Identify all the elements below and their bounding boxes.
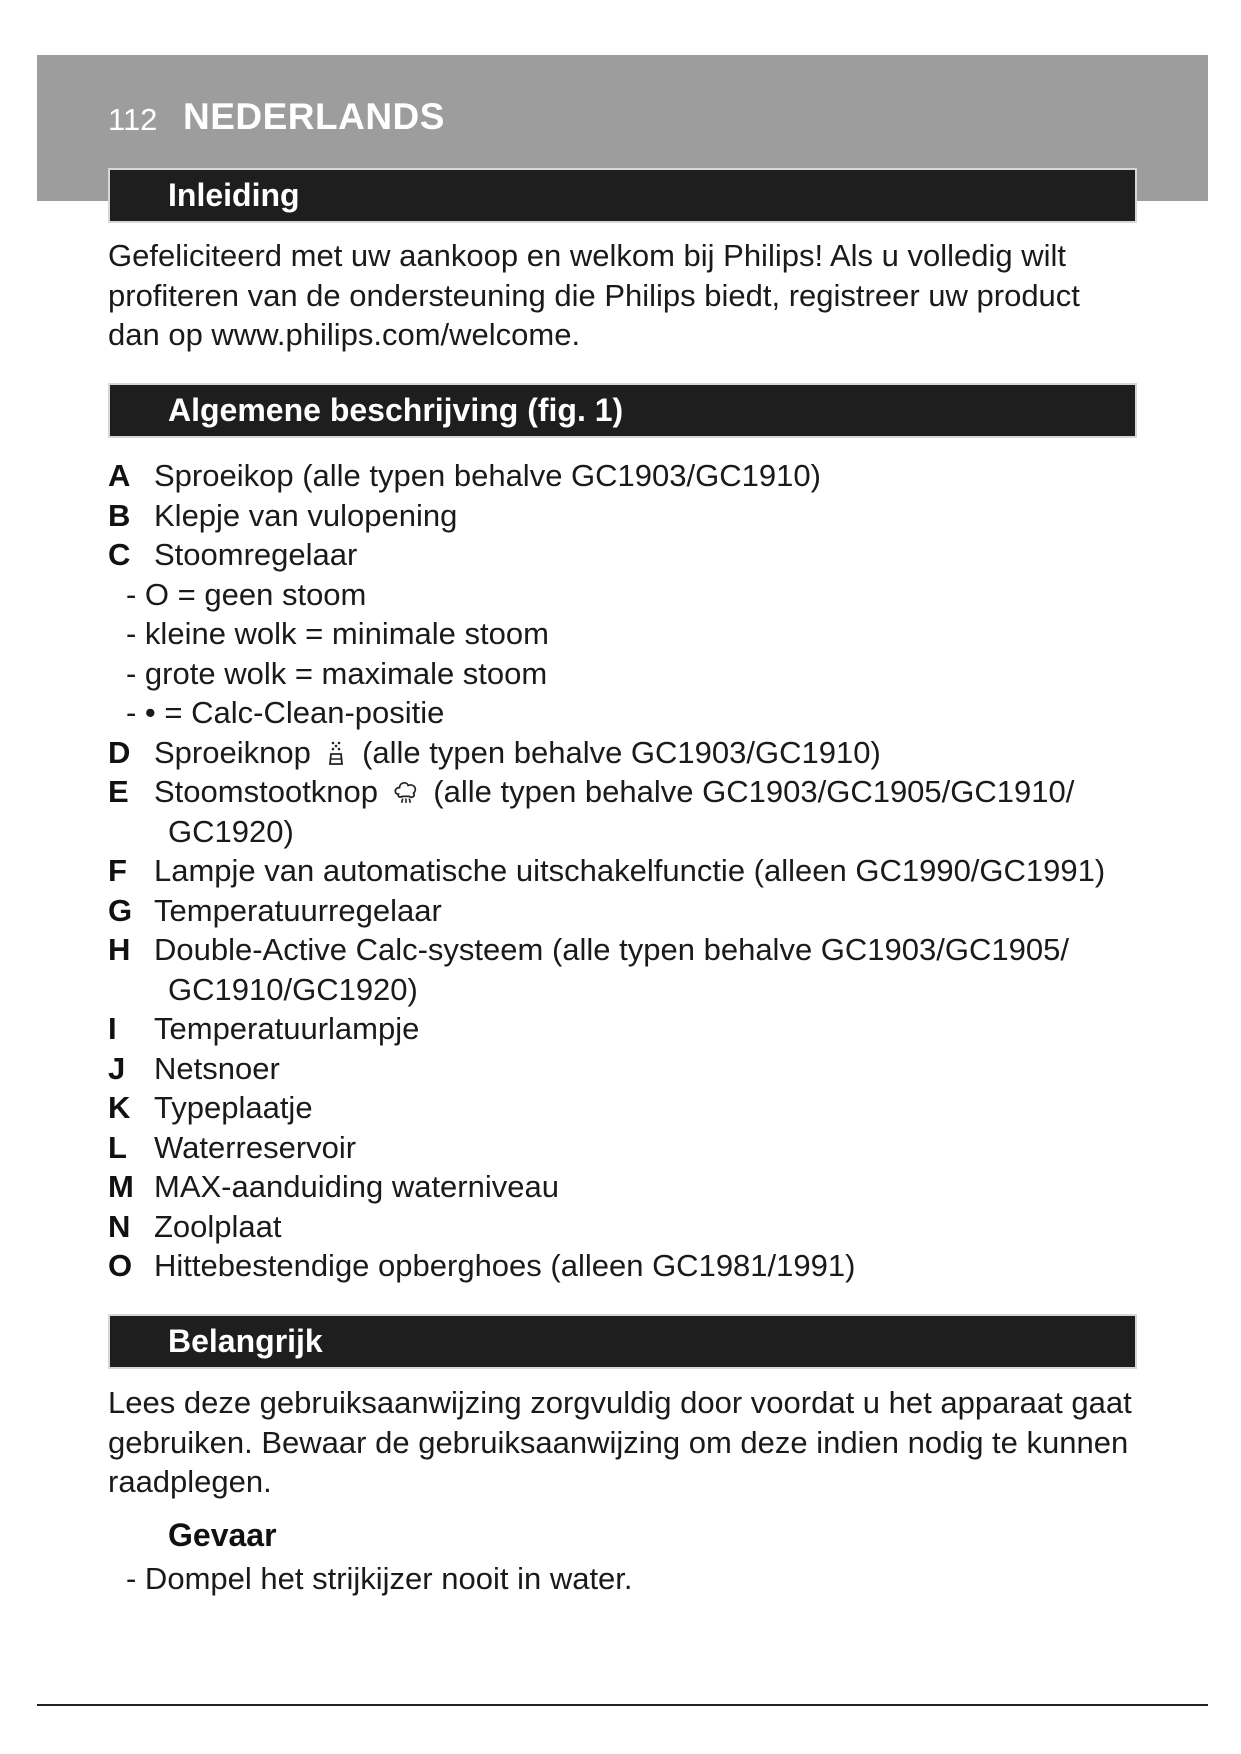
- section-title-description: Algemene beschrijving (fig. 1): [110, 385, 1135, 436]
- sub-item: - O = geen stoom: [126, 576, 367, 612]
- item-text: Netsnoer: [154, 1050, 280, 1086]
- intro-line: dan op www.philips.com/welcome.: [108, 317, 581, 352]
- list-item: [108, 1049, 1148, 1089]
- important-line: gebruiken. Bewaar de gebruiksaanwijzing om deze indien nodig te kunnen: [108, 1424, 1129, 1460]
- sub-item: - kleine wolk = minimale stoom: [126, 616, 549, 651]
- important-paragraph: [108, 1383, 1148, 1502]
- item-letter: H: [108, 932, 131, 967]
- item-text: Waterreservoir: [154, 1129, 357, 1165]
- item-letter: B: [108, 497, 131, 533]
- list-item: [108, 1246, 1148, 1286]
- item-text: Typeplaatje: [154, 1090, 313, 1125]
- steam-shot-icon: [393, 779, 419, 805]
- item-text: Hittebestendige opberghoes (alleen GC1981/1991): [154, 1248, 856, 1283]
- list-item: [108, 1009, 1148, 1049]
- item-text: Stoomstootknop: [154, 774, 379, 809]
- page-number: 112: [108, 102, 158, 137]
- item-text: Temperatuurregelaar: [154, 892, 442, 928]
- item-text: Stoomregelaar: [154, 537, 358, 572]
- list-item: [108, 496, 1148, 536]
- list-item: [108, 1128, 1148, 1168]
- section-title-important: Belangrijk: [110, 1316, 1135, 1367]
- danger-heading: Gevaar: [168, 1517, 277, 1553]
- list-item: [108, 733, 1148, 773]
- item-text: Temperatuurlampje: [154, 1011, 420, 1046]
- list-item: [108, 930, 1148, 970]
- item-continuation: GC1910/GC1920): [168, 971, 418, 1007]
- item-text: Lampje van automatische uitschakelfunctie (alleen GC1990/GC1991): [154, 853, 1106, 888]
- parts-list: [108, 456, 1148, 1286]
- item-letter: D: [108, 734, 131, 770]
- item-letter: L: [108, 1129, 127, 1165]
- item-letter: E: [108, 774, 129, 809]
- item-letter: A: [108, 458, 131, 493]
- footer-rule: [37, 1704, 1208, 1706]
- item-text: Klepje van vulopening: [154, 497, 458, 533]
- item-letter: J: [108, 1050, 126, 1086]
- list-item: [108, 456, 1148, 496]
- item-text: Sproeiknop: [154, 734, 311, 770]
- list-item: [108, 851, 1148, 891]
- sub-item: - • = Calc-Clean-positie: [126, 695, 445, 730]
- important-line: raadplegen.: [108, 1464, 272, 1499]
- important-line: Lees deze gebruiksaanwijzing zorgvuldig door voordat u het apparaat gaat: [108, 1385, 1132, 1420]
- item-letter: O: [108, 1248, 133, 1283]
- intro-paragraph: [108, 236, 1148, 355]
- intro-line: profiteren van de ondersteuning die Philips biedt, registreer uw product: [108, 277, 1080, 313]
- list-item: [108, 1167, 1148, 1207]
- item-text: Double-Active Calc-systeem (alle typen behalve GC1903/GC1905/: [154, 932, 1069, 967]
- item-text: MAX-aanduiding waterniveau: [154, 1169, 559, 1204]
- item-text-after: (alle typen behalve GC1903/GC1905/GC1910/: [433, 774, 1075, 809]
- item-text: Sproeikop (alle typen behalve GC1903/GC1910): [154, 458, 821, 493]
- list-item: [108, 535, 1148, 575]
- item-continuation: GC1920): [168, 813, 294, 849]
- list-item: [108, 1088, 1148, 1128]
- item-letter: C: [108, 537, 131, 572]
- item-text: Zoolplaat: [154, 1208, 282, 1244]
- list-item: [108, 1207, 1148, 1247]
- spray-icon: [325, 740, 347, 766]
- language-title: NEDERLANDS: [183, 96, 445, 137]
- item-letter: N: [108, 1208, 131, 1244]
- item-letter: I: [108, 1011, 117, 1046]
- item-letter: F: [108, 853, 127, 888]
- item-letter: G: [108, 892, 133, 928]
- danger-item: - Dompel het strijkijzer nooit in water.: [126, 1561, 633, 1596]
- item-letter: M: [108, 1169, 134, 1204]
- list-item: [108, 772, 1148, 812]
- sub-item: - grote wolk = maximale stoom: [126, 655, 548, 691]
- item-text-after: (alle typen behalve GC1903/GC1910): [362, 734, 881, 770]
- item-letter: K: [108, 1090, 131, 1125]
- section-title-intro: Inleiding: [110, 170, 1135, 221]
- list-item: [108, 891, 1148, 931]
- intro-line: Gefeliciteerd met uw aankoop en welkom bij Philips! Als u volledig wilt: [108, 238, 1067, 273]
